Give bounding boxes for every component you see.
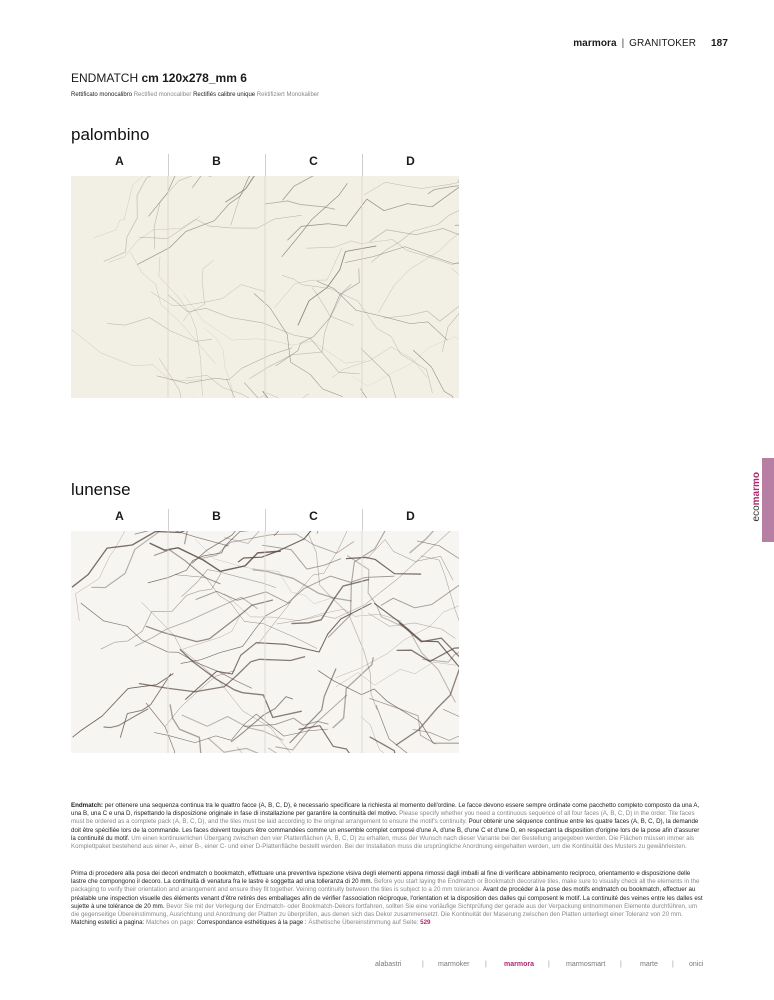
product-title — [71, 71, 247, 85]
installation-note — [71, 870, 703, 927]
side-tab-label-marmo: marmo — [751, 472, 762, 506]
footer-nav-marmoker[interactable]: marmoker — [438, 961, 470, 968]
face-dividers-palombino — [71, 154, 459, 176]
marble-lunense-image — [71, 531, 459, 753]
rectified-line — [71, 92, 319, 98]
rectified-it: Rettificato monocalibro — [71, 92, 134, 98]
product-size: cm 120x278_mm 6 — [141, 71, 247, 85]
endmatch-en: Please specify whether you need a continuous sequence of all four faces (A, B, C, D) in the order. Tile faces must be ordered as a complete pack (A, B, C, D), and the tiles must be laid according to the original arrangement to ensure the motif's continuity. — [71, 810, 695, 826]
face-label-c: C — [309, 509, 318, 523]
face-label-d: D — [406, 154, 415, 168]
side-tab-label-eco: eco — [751, 505, 762, 522]
footer-separator: | — [548, 961, 550, 968]
endmatch-label: Endmatch: — [71, 802, 103, 809]
marble-palombino-image — [71, 176, 459, 398]
section-title-lunense: lunense — [71, 480, 131, 499]
footer-separator: | — [672, 961, 674, 968]
matching-fr: Correspondance esthétiques à la page : — [196, 919, 309, 927]
side-tab-label — [751, 472, 762, 521]
footer-nav-marmora[interactable]: marmora — [504, 961, 534, 968]
rectified-fr: Rectifiés calibre unique — [193, 92, 257, 98]
face-label-c: C — [309, 154, 318, 168]
footer-nav-marte[interactable]: marte — [640, 961, 658, 968]
side-tab — [762, 458, 774, 542]
page-number: 187 — [711, 38, 728, 49]
footer-nav-alabastri[interactable]: alabastri — [375, 961, 402, 968]
footer-nav-onici[interactable]: onici — [689, 961, 704, 968]
face-dividers-lunense — [71, 509, 459, 531]
face-label-d: D — [406, 509, 415, 523]
footer-separator: | — [620, 961, 622, 968]
running-header — [573, 38, 728, 49]
footer-nav-marmosmart[interactable]: marmosmart — [566, 961, 606, 968]
install-en: Before you start laying the Endmatch or Bookmatch decorative tiles, make sure to visually check all the elements in the packaging to verify their orientation and arrangement and ensure they fit together. Veining continuity between the tiles is subject to a 20 mm tolerance. — [71, 878, 700, 894]
endmatch-it: per ottenere una sequenza continua tra le quattro facce (A, B, C, D), è necessario specificare la richiesta al momento dell'ordine. Le facce devono essere sempre ordinate come pacchetto completo composto da una A, una B, una C e una D, rispettando la disposizione originale in fase di installazione per garantire la continuità del motivo. — [71, 802, 700, 818]
install-de: Bevor Sie mit der Verlegung der Endmatch- oder Bookmatch-Dekors fortfahren, sollten Sie eine vorläufige Sichtprüfung der gerade aus der Verpackung entnommenen Elemente durchführen, um die gegenseitige Übereinstimmung, Ausrichtung und Anordnung der Platten zu überprüfen, aus denen sich das Dekor zusammensetzt. Die Kontinuität der Maserung zwischen den Platten unterliegt einer Toleranz von 20 mm. — [71, 902, 697, 919]
product-title-prefix: ENDMATCH — [71, 71, 142, 85]
matching-page-link[interactable]: 529 — [420, 919, 431, 927]
footer-separator: | — [485, 961, 487, 968]
slab-lunense — [71, 531, 459, 753]
footer-separator: | — [422, 961, 424, 968]
header-separator: | — [621, 38, 625, 49]
endmatch-de: Um einen kontinuierlichen Übergang zwischen den vier Plattenflächen (A, B, C, D) zu erhalten, muss der Wunsch nach dieser Variante bei der Bestellung angegeben werden. Die Flächen müssen immer als Komplettpaket bestehend aus einer A-, einer B-, einer C- und einer D-Plattenfläche bestellt werden. Bei der Installation muss die ursprüngliche Anordnung eingehalten werden, um die Kontinuität des Musters zu gewährleisten. — [71, 834, 694, 851]
face-label-a: A — [115, 509, 124, 523]
header-brand: marmora — [573, 38, 617, 49]
matching-en: Matches on page: — [144, 919, 197, 927]
endmatch-note — [71, 802, 703, 851]
matching-de: Ästhetische Übereinstimmung auf Seite: — [308, 919, 421, 927]
slab-palombino — [71, 176, 459, 398]
rectified-de: Rektifiziert Monokaliber — [256, 92, 320, 98]
face-label-b: B — [212, 509, 221, 523]
matching-it: Matching estetici a pagina: — [71, 919, 145, 927]
header-collection: GRANITOKER — [629, 38, 697, 49]
face-label-b: B — [212, 154, 221, 168]
endmatch-fr: Pour obtenir une séquence continue entre les quatre faces (A, B, C, D), la demande doit être spécifiée lors de la commande. Les faces doivent toujours être commandées comme un ensemble complet composé d'une A, d'une B, d'une C et d'une D, en respectant la disposition d'origine lors de la pose afin d'assurer la continuité du motif. — [71, 818, 700, 842]
section-title-palombino: palombino — [71, 125, 150, 144]
install-it: Prima di procedere alla posa dei decori endmatch o bookmatch, effettuare una preventiva ispezione visiva degli elementi appena rimossi dagli imballi al fine di verificare abbinamento reciproco, orientamento e disposizione delle lastre che compongono il decoro. La continuità di venatura fra le lastre è soggetta ad una tolleranza di 20 mm. — [71, 870, 691, 886]
face-label-a: A — [115, 154, 124, 168]
rectified-en: Rectified monocaliber — [133, 92, 194, 98]
install-fr: Avant de procéder à la pose des motifs endmatch ou bookmatch, effectuer au préalable une inspection visuelle des éléments venant d'être retirés des emballages afin de vérifier l'association réciproque, l'orientation et la disposition des dalles qui composent le motif. La continuité des veines entre les dalles est sujette à une tolérance de 20 mm. — [71, 886, 703, 910]
